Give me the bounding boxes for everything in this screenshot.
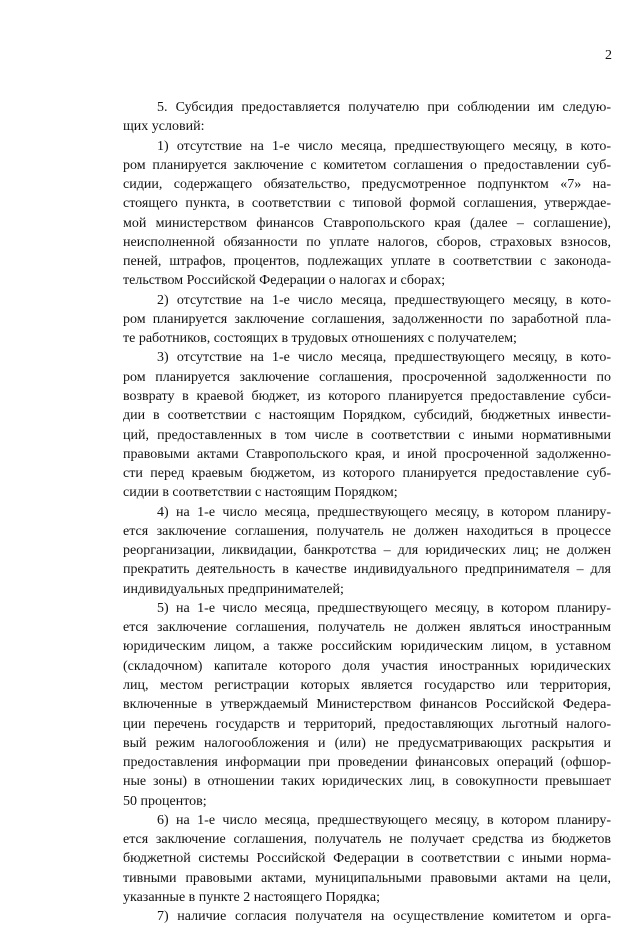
- text-line: ром планируется заключение соглашения, просроченной задолженности по: [123, 369, 611, 385]
- text-line: 1) отсутствие на 1-е число месяца, предшествующего месяцу, в кото-: [157, 138, 611, 154]
- text-line: тельством Российской Федерации о налогах и сборах;: [123, 273, 446, 289]
- text-line: 5) на 1-е число месяца, предшествующего месяцу, в котором планиру-: [157, 600, 611, 616]
- text-line: сти перед краевым бюджетом, из которого планируется предоставление суб-: [123, 466, 611, 482]
- text-line: ные зоны) в отношении таких юридических лиц, в совокупности превышает: [123, 774, 611, 790]
- text-line: ется заключение соглашения, получатель не должен являться иностранным: [123, 620, 611, 636]
- text-line: индивидуальных предпринимателей;: [123, 581, 344, 597]
- text-line: 7) наличие согласия получателя на осуществление комитетом и орга-: [157, 909, 611, 925]
- text-line: юридическим лицом, а также российским юридическим лицом, в уставном: [123, 639, 611, 655]
- text-line: ций, предоставленных в том числе в соответствии с иными нормативными: [123, 427, 611, 443]
- text-line: прекратить деятельность в качестве индивидуального предпринимателя – для: [123, 562, 611, 578]
- text-line: ется заключение соглашения, получатель не должен находиться в процессе: [123, 523, 611, 539]
- text-line: вый режим налогообложения и (или) не предусматривающих раскрытия и: [123, 735, 611, 751]
- text-line: правовыми актами Ставропольского края, и иной просроченной задолженно-: [123, 446, 611, 462]
- text-line: пеней, штрафов, процентов, подлежащих уплате в соответствии с законода-: [123, 254, 611, 270]
- text-line: возврату в краевой бюджет, из которого планируется предоставление субси-: [123, 388, 611, 404]
- text-line: лиц, местом регистрации которых является государство или территория,: [123, 677, 611, 693]
- text-line: 3) отсутствие на 1-е число месяца, предшествующего месяцу, в кото-: [157, 350, 611, 366]
- document-body: [123, 98, 611, 926]
- page-number: 2: [605, 48, 612, 63]
- text-line: 4) на 1-е число месяца, предшествующего месяцу, в котором планиру-: [157, 504, 611, 520]
- text-line: 5. Субсидия предоставляется получателю при соблюдении им следую-: [157, 100, 611, 115]
- text-line: ется заключение соглашения, получатель не получает средства из бюджетов: [123, 832, 611, 848]
- text-line: 6) на 1-е число месяца, предшествующего месяцу, в котором планиру-: [157, 812, 611, 828]
- text-line: неисполненной обязанности по уплате налогов, сборов, страховых взносов,: [123, 234, 611, 250]
- text-line: стоящего пункта, в соответствии с типовой формой соглашения, утверждае-: [123, 196, 611, 212]
- text-line: ции перечень государств и территорий, предоставляющих льготный налого-: [123, 716, 611, 732]
- text-line: мой министерством финансов Ставропольского края (далее – соглашение),: [123, 215, 611, 231]
- text-line: бюджетной системы Российской Федерации в соответствии с иными норма-: [123, 851, 611, 867]
- text-line: сидии, содержащего обязательство, предусмотренное подпунктом «7» на-: [123, 177, 611, 193]
- text-line: 2) отсутствие на 1-е число месяца, предшествующего месяцу, в кото-: [157, 292, 611, 308]
- text-line: те работников, состоящих в трудовых отношениях с получателем;: [123, 331, 517, 347]
- text-line: 50 процентов;: [123, 793, 207, 809]
- text-line: ром планируется заключение соглашения, задолженности по заработной пла-: [123, 311, 611, 327]
- text-line: предоставления информации при проведении финансовых операций (офшор-: [123, 755, 611, 771]
- text-line: (складочном) капитале которого доля участия иностранных юридических: [123, 658, 611, 674]
- text-line: щих условий:: [123, 119, 205, 135]
- text-line: сидии в соответствии с настоящим Порядком;: [123, 485, 398, 501]
- text-line: дии в соответствии с настоящим Порядком, субсидий, бюджетных инвести-: [123, 408, 611, 424]
- text-line: тивными правовыми актами, муниципальными правовыми актами на цели,: [123, 870, 611, 886]
- text-line: реорганизации, ликвидации, банкротства – для юридических лиц; не должен: [123, 543, 611, 559]
- text-line: включенные в утверждаемый Министерством финансов Российской Федера-: [123, 697, 611, 713]
- text-line: ром планируется заключение с комитетом соглашения о предоставлении суб-: [123, 157, 611, 173]
- text-line: указанные в пункте 2 настоящего Порядка;: [123, 889, 380, 905]
